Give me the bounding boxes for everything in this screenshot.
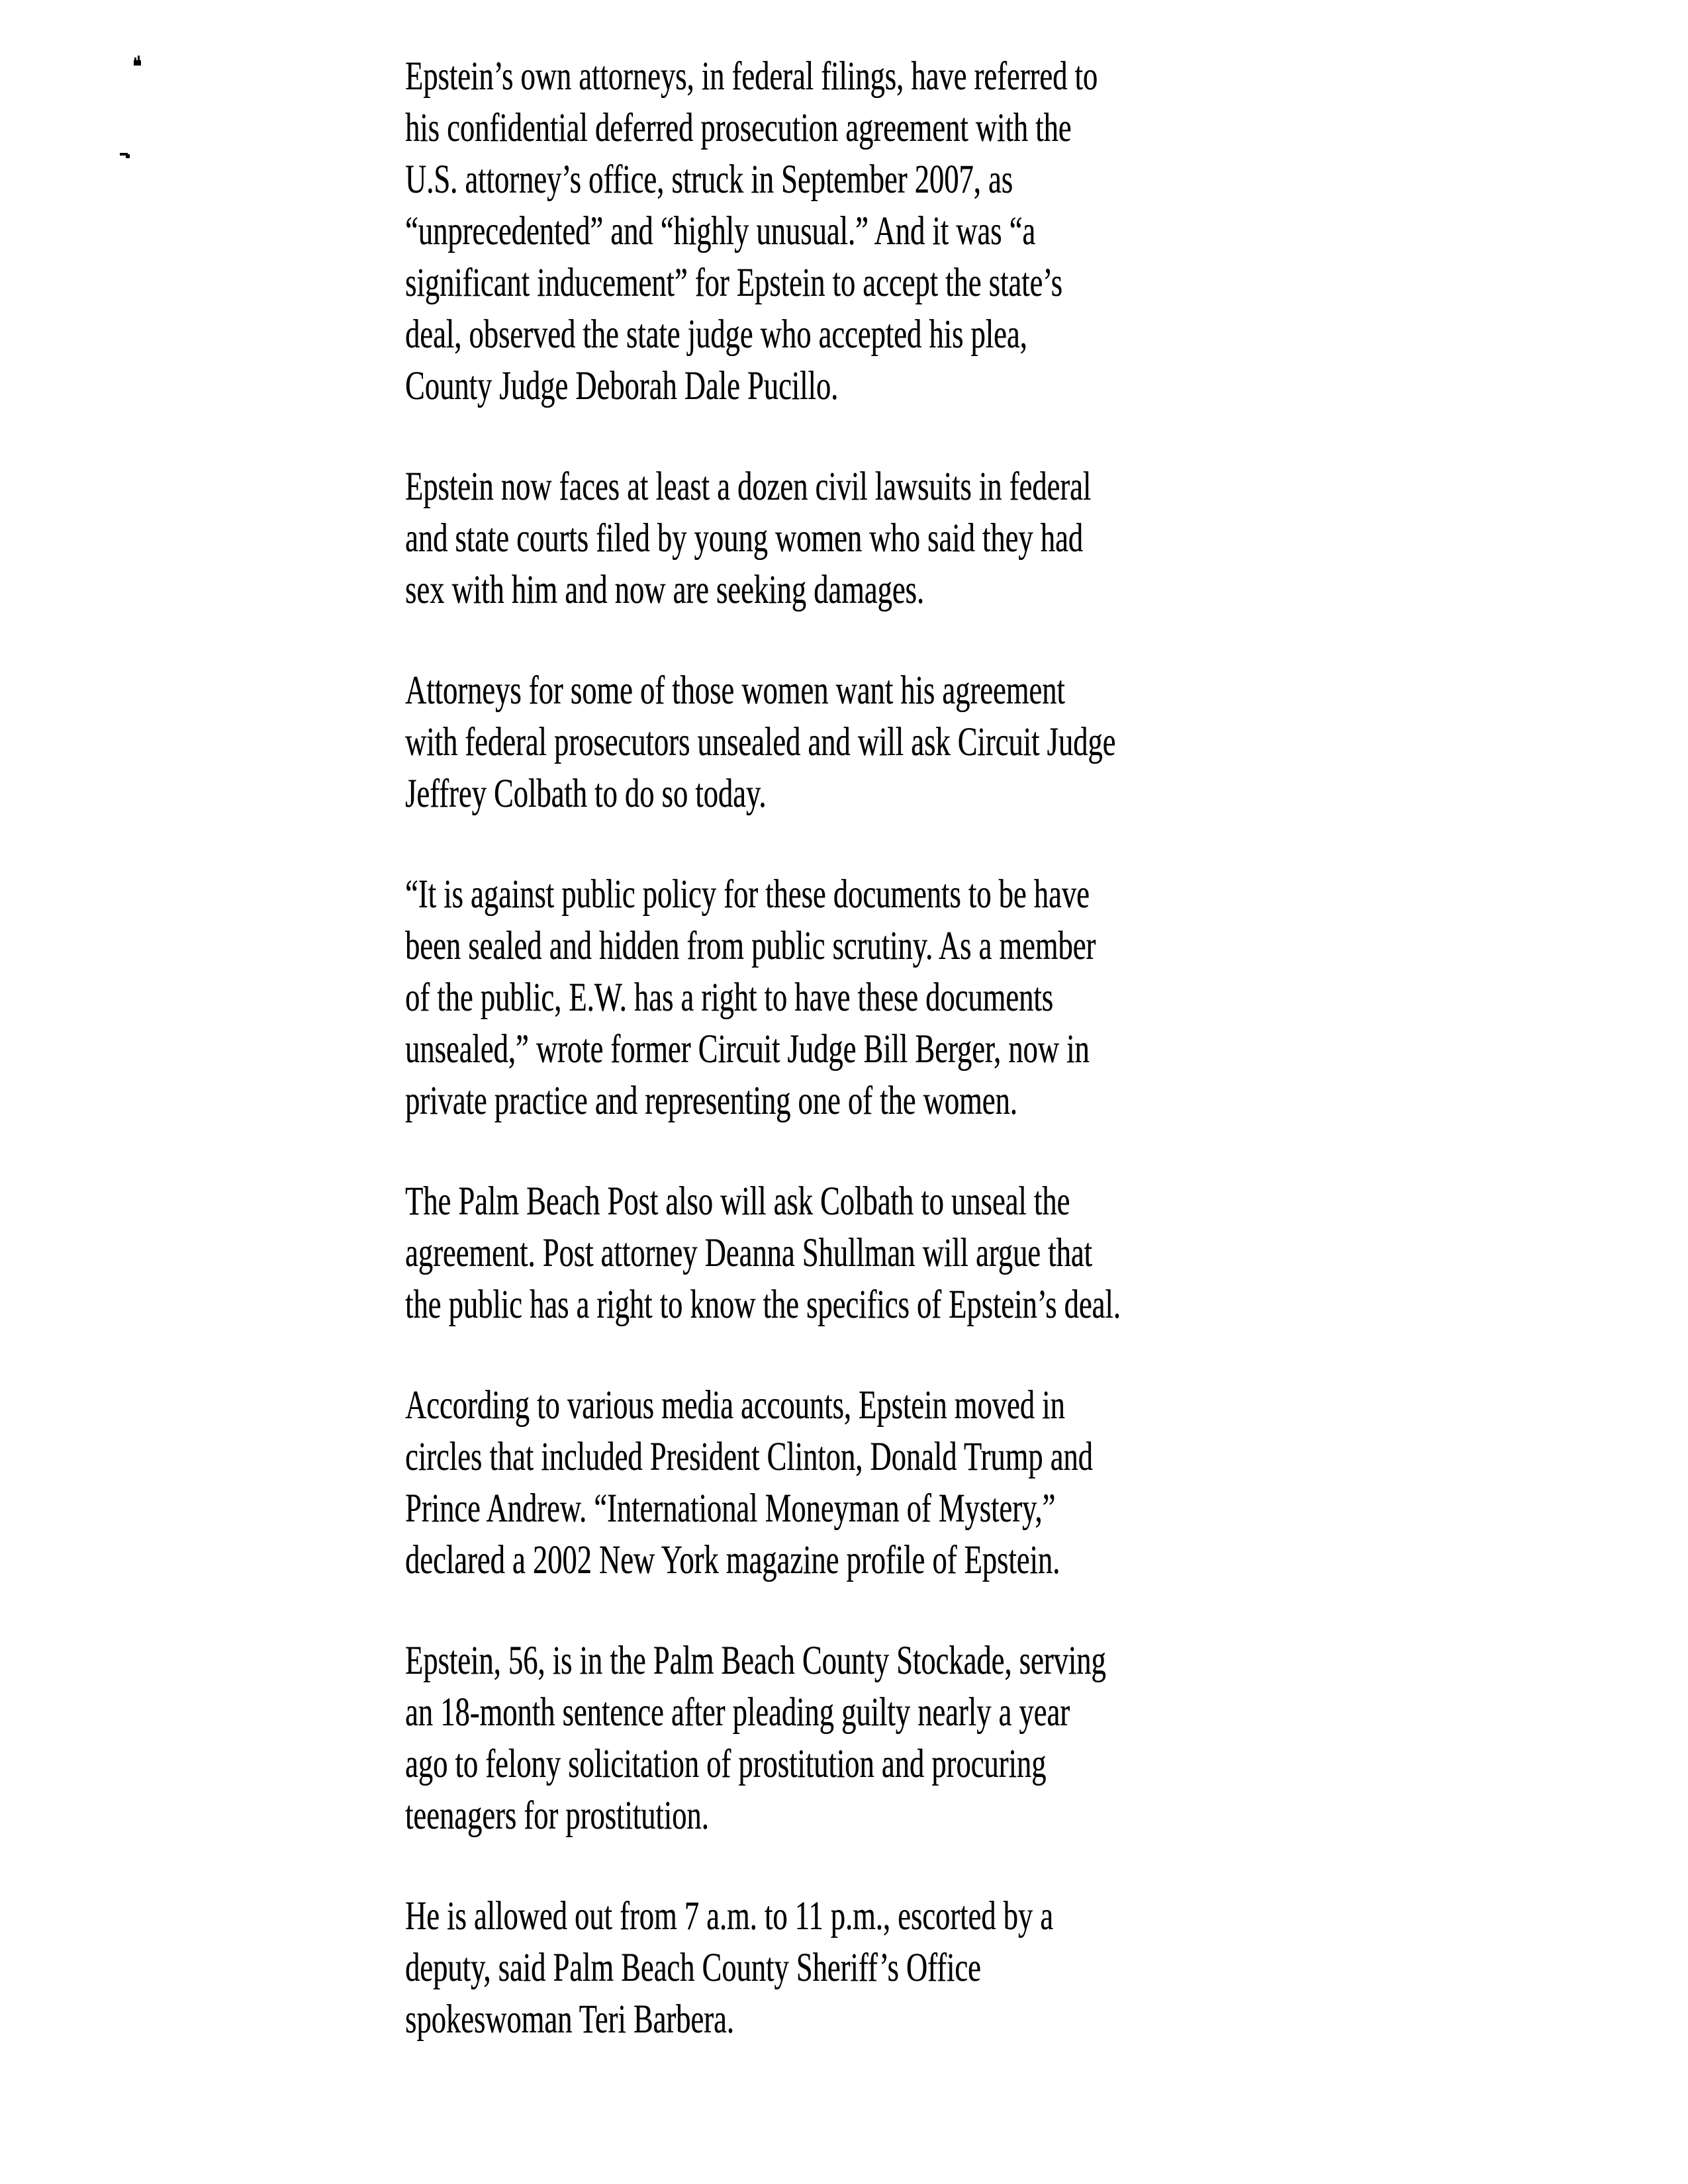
text-line: declared a 2002 New York magazine profile of Epstein.	[405, 1538, 1060, 1582]
text-line: Prince Andrew. “International Moneyman of Mystery,”	[405, 1486, 1056, 1531]
text-column	[405, 51, 1275, 2046]
text-line: his confidential deferred prosecution agreement with the	[405, 106, 1072, 150]
paragraph-7	[405, 1635, 1275, 1842]
text-line: Attorneys for some of those women want his agreement	[405, 668, 1065, 713]
text-line: deputy, said Palm Beach County Sheriff’s Office	[405, 1946, 981, 1990]
text-line: an 18-month sentence after pleading guilty nearly a year	[405, 1690, 1070, 1735]
dash-hook	[126, 154, 130, 158]
text-line: sex with him and now are seeking damages.	[405, 568, 925, 612]
speck-base	[134, 60, 141, 66]
text-line: Epstein, 56, is in the Palm Beach County Stockade, serving	[405, 1639, 1106, 1683]
text-line: According to various media accounts, Epstein moved in	[405, 1383, 1065, 1428]
text-line: significant inducement” for Epstein to accept the state’s	[405, 261, 1062, 305]
text-line: teenagers for prostitution.	[405, 1794, 709, 1838]
scan-dash-mark	[120, 153, 130, 159]
paragraph-3	[405, 665, 1275, 820]
paragraph-2	[405, 461, 1275, 616]
text-line: Jeffrey Colbath to do so today.	[405, 772, 767, 816]
text-line: “It is against public policy for these documents to be have	[405, 872, 1090, 917]
text-line: unsealed,” wrote former Circuit Judge Bill Berger, now in	[405, 1027, 1090, 1071]
text-line: He is allowed out from 7 a.m. to 11 p.m., escorted by a	[405, 1894, 1054, 1938]
text-line: deal, observed the state judge who accepted his plea,	[405, 312, 1027, 357]
paragraph-8	[405, 1891, 1275, 2046]
text-line: County Judge Deborah Dale Pucillo.	[405, 364, 839, 408]
text-line: and state courts filed by young women who said they had	[405, 516, 1083, 561]
paragraph-1	[405, 51, 1275, 412]
paragraph-5	[405, 1176, 1275, 1331]
text-line: Epstein’s own attorneys, in federal filings, have referred to	[405, 54, 1098, 99]
text-line: with federal prosecutors unsealed and will ask Circuit Judge	[405, 720, 1116, 764]
text-line: circles that included President Clinton, Donald Trump and	[405, 1435, 1093, 1479]
text-line: U.S. attorney’s office, struck in September 2007, as	[405, 158, 1013, 202]
text-line: “unprecedented” and “highly unusual.” And it was “a	[405, 209, 1036, 253]
text-line: agreement. Post attorney Deanna Shullman will argue that	[405, 1231, 1092, 1275]
text-line: the public has a right to know the specifics of Epstein’s deal.	[405, 1283, 1121, 1327]
paragraph-4	[405, 869, 1275, 1127]
text-line: The Palm Beach Post also will ask Colbath to unseal the	[405, 1179, 1070, 1224]
paragraph-6	[405, 1380, 1275, 1586]
scan-speck-mark	[134, 56, 142, 66]
text-line: ago to felony solicitation of prostitution and procuring	[405, 1742, 1047, 1786]
text-line: spokeswoman Teri Barbera.	[405, 1997, 734, 2042]
text-line: of the public, E.W. has a right to have these documents	[405, 976, 1054, 1020]
text-line: private practice and representing one of the women.	[405, 1079, 1017, 1123]
text-line: Epstein now faces at least a dozen civil lawsuits in federal	[405, 465, 1092, 509]
text-line: been sealed and hidden from public scrutiny. As a member	[405, 924, 1096, 968]
